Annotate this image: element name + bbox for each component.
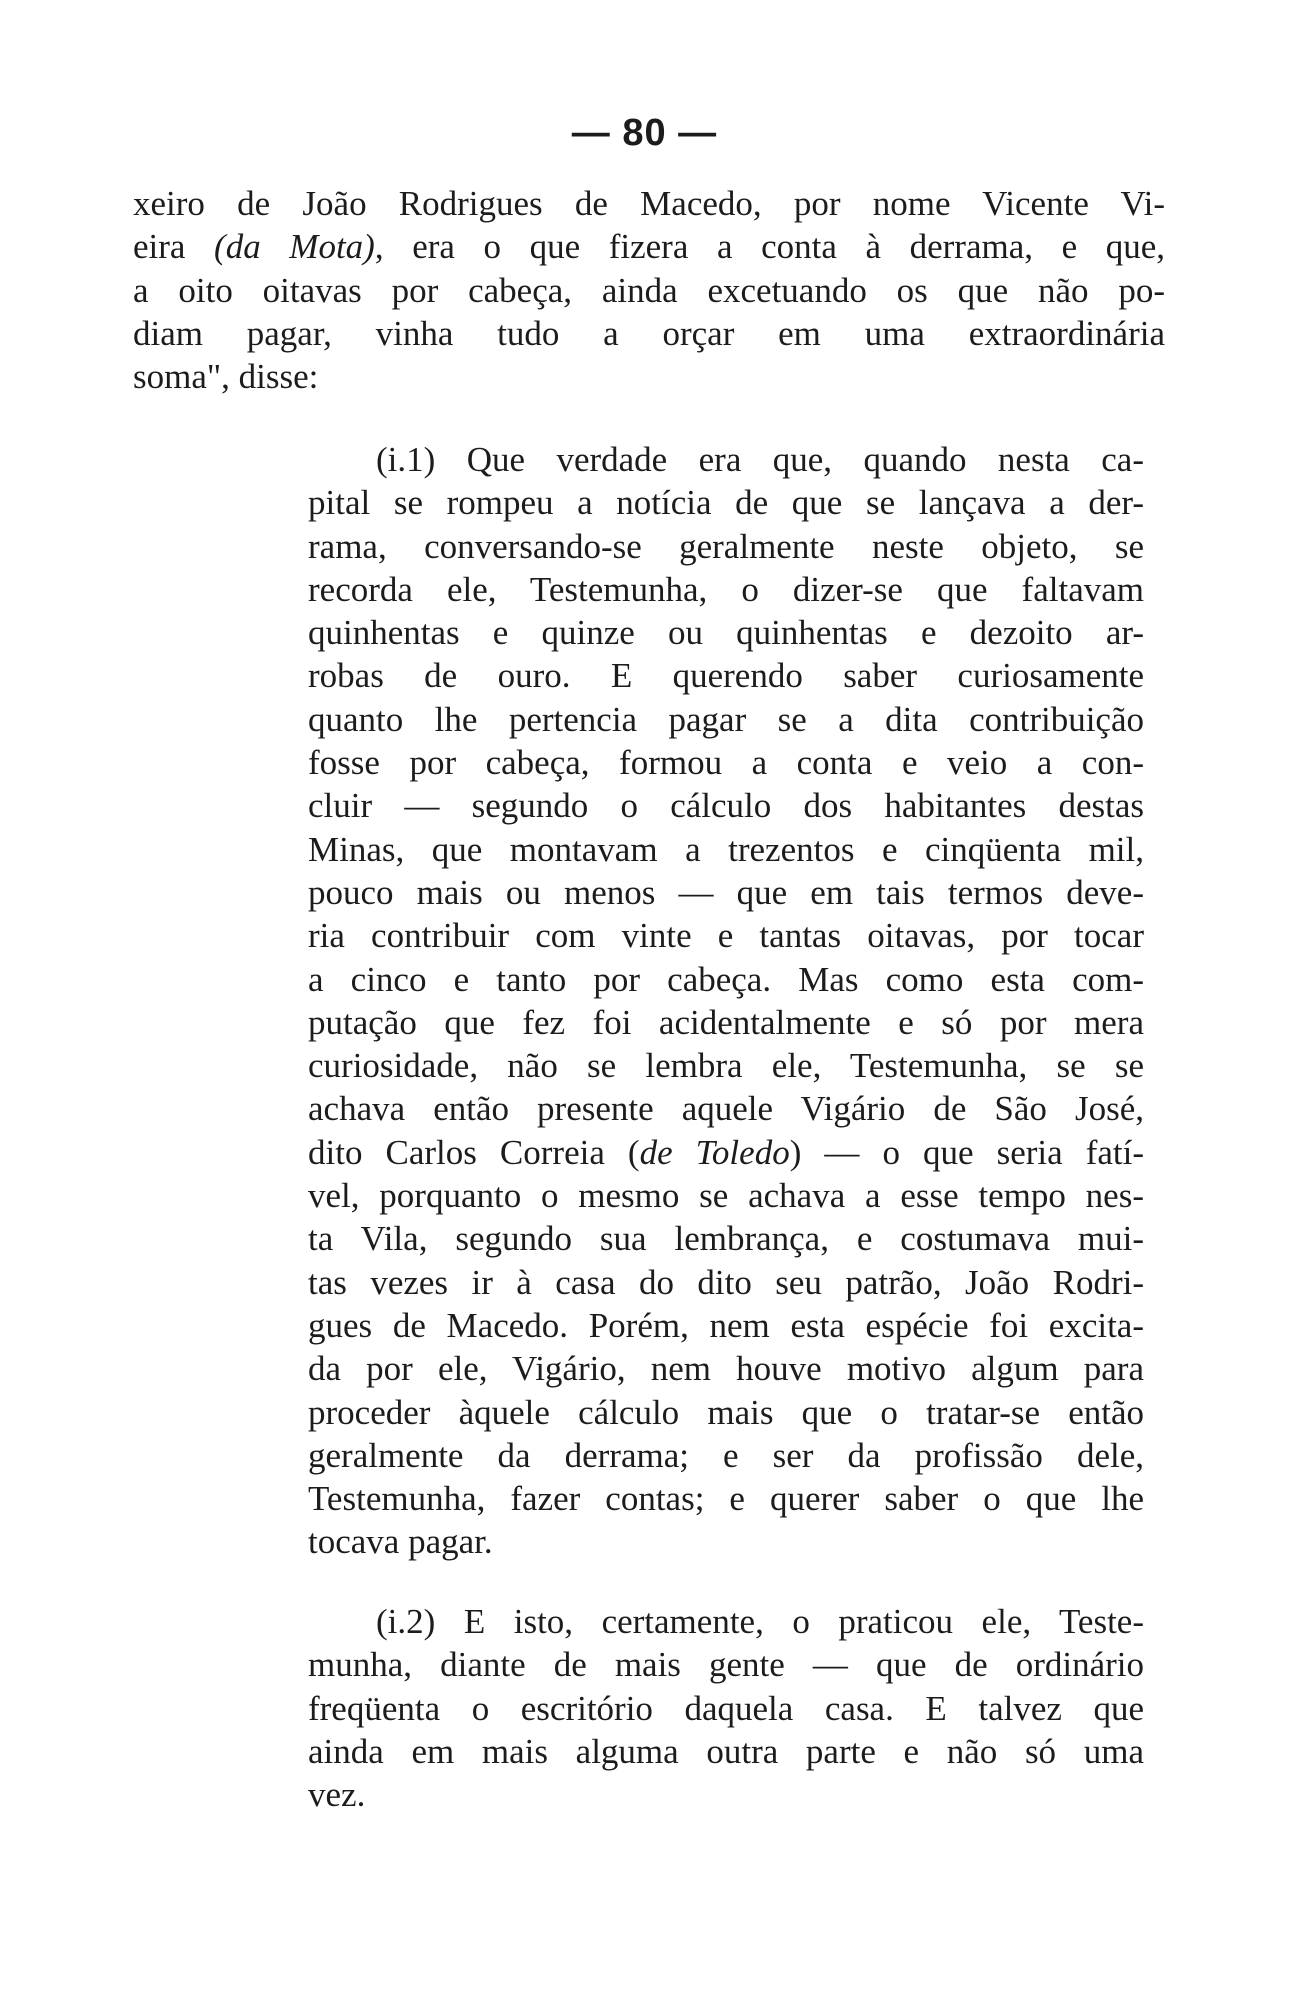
text-line: ainda em mais alguma outra parte e não só uma	[308, 1731, 1144, 1771]
text-line: diam pagar, vinha tudo a orçar em uma extraordinária	[133, 313, 1165, 353]
text-line: cluir — segundo o cálculo dos habitantes destas	[308, 786, 1144, 826]
text-line: xeiro de João Rodrigues de Macedo, por nome Vicente Vi-	[133, 184, 1165, 223]
text-line: Testemunha, fazer contas; e querer saber o que lhe	[308, 1479, 1144, 1519]
text-line: tocava pagar.	[308, 1522, 493, 1562]
text-line: a oito oitavas por cabeça, ainda excetuando os que não po-	[133, 270, 1165, 310]
text-line: recorda ele, Testemunha, o dizer-se que faltavam	[308, 569, 1144, 609]
text-line: robas de ouro. E querendo saber curiosamente	[308, 656, 1144, 696]
paragraph-label: (i.2)	[376, 1602, 436, 1641]
text-line: freqüenta o escritório daquela casa. E talvez que	[308, 1688, 1144, 1728]
text-line: eira (da Mota), era o que fizera a conta à derrama, e que,	[133, 227, 1165, 267]
text-line-content: E isto, certamente, o praticou ele, Teste-	[463, 1602, 1145, 1641]
text-line: putação que fez foi acidentalmente e só por mera	[308, 1002, 1144, 1042]
text-line: ria contribuir com vinte e tantas oitavas, por tocar	[308, 916, 1144, 956]
text-line: curiosidade, não se lembra ele, Testemunha, se se	[308, 1046, 1144, 1086]
text-line: Minas, que montavam a trezentos e cinqüenta mil,	[308, 829, 1144, 869]
text-line: da por ele, Vigário, nem houve motivo algum para	[308, 1349, 1144, 1389]
text-line	[308, 438, 1144, 481]
text-line: quinhentas e quinze ou quinhentas e dezoito ar-	[308, 613, 1144, 653]
text-line: fosse por cabeça, formou a conta e veio a con-	[308, 743, 1144, 783]
text-line: achava então presente aquele Vigário de São José,	[308, 1089, 1144, 1129]
text-line-content: Que verdade era que, quando nesta ca-	[466, 440, 1144, 479]
text-line: rama, conversando-se geralmente neste objeto, se	[308, 526, 1144, 566]
text-line	[308, 1600, 1144, 1643]
text-line: dito Carlos Correia (de Toledo) — o que seria fatí-	[308, 1132, 1145, 1172]
paragraph-label: (i.1)	[376, 440, 436, 479]
intro-paragraph	[133, 182, 1165, 398]
text-line: vel, porquanto o mesmo se achava a esse tempo nes-	[308, 1176, 1144, 1216]
testimony-paragraph-2	[308, 1600, 1144, 1816]
text-line: geralmente da derrama; e ser da profissão dele,	[308, 1435, 1144, 1475]
text-line: vez.	[308, 1775, 366, 1815]
page-number: — 80 —	[571, 112, 718, 154]
text-line: munha, diante de mais gente — que de ordinário	[308, 1645, 1144, 1685]
text-line: pital se rompeu a notícia de que se lançava a der-	[308, 483, 1144, 523]
text-line: a cinco e tanto por cabeça. Mas como esta com-	[308, 959, 1144, 999]
text-line: soma", disse:	[133, 357, 319, 397]
testimony-paragraph-1	[308, 438, 1144, 1564]
text-line: proceder àquele cálculo mais que o tratar-se então	[308, 1392, 1144, 1432]
text-line: pouco mais ou menos — que em tais termos deve-	[308, 872, 1144, 912]
text-line: ta Vila, segundo sua lembrança, e costumava mui-	[308, 1219, 1144, 1259]
text-line: gues de Macedo. Porém, nem esta espécie foi excita-	[308, 1305, 1144, 1345]
text-line: tas vezes ir à casa do dito seu patrão, João Rodri-	[308, 1262, 1144, 1302]
text-line: quanto lhe pertencia pagar se a dita contribuição	[308, 699, 1144, 739]
